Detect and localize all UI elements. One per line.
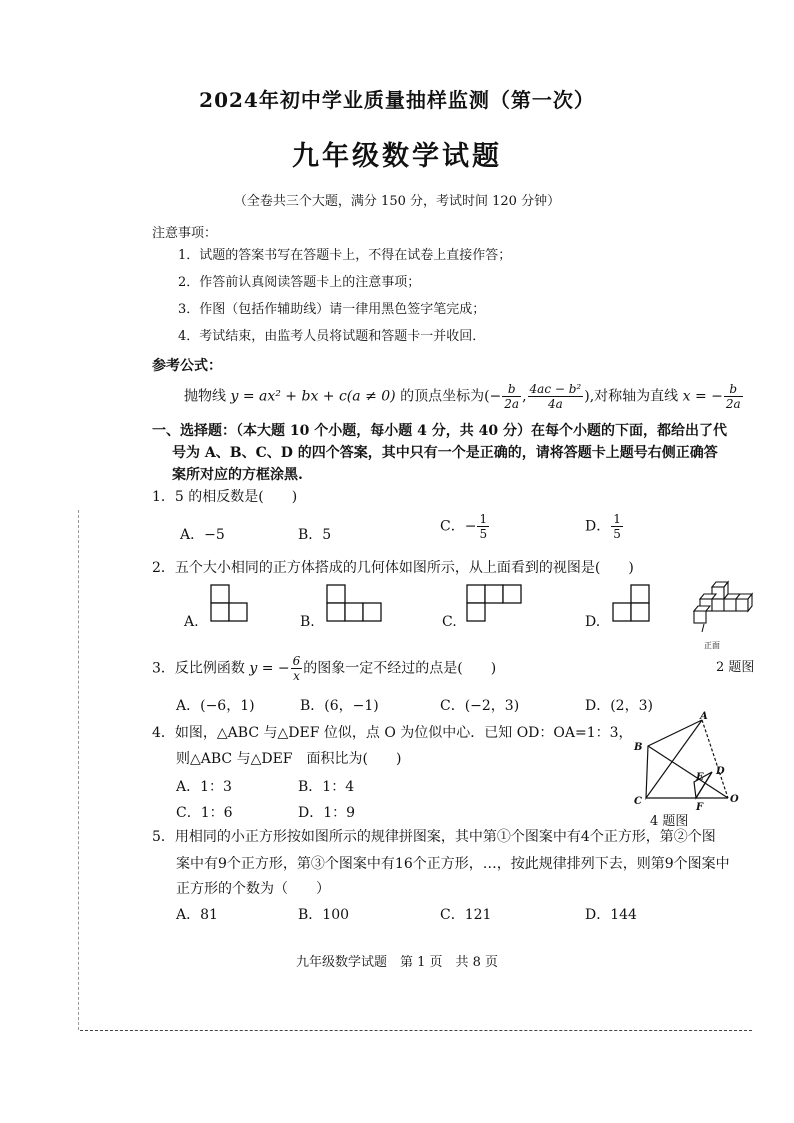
vertex-y-fraction: $\frac{\text{4ac − b²}}{4a}$ <box>529 382 582 411</box>
q4-option-b: B．1：4 <box>298 779 355 795</box>
q2-option-a: A. <box>184 614 199 630</box>
q1-option-d: D． $\frac{1}{5}$ <box>585 512 621 541</box>
q2-view-d <box>612 584 652 628</box>
q2-option-d: D. <box>585 614 601 630</box>
note-item-1: 1．试题的答案书写在答题卡上，不得在试卷上直接作答； <box>178 248 512 263</box>
q4-label-o: O <box>730 794 739 805</box>
q3-option-c: C．(−2，3) <box>440 698 520 714</box>
q4-label-c: C <box>634 796 642 807</box>
section1-line2: 号为 A、B、C、D 的四个答案，其中只有一个是正确的，请将答题卡上题号右侧正确答 <box>172 445 718 461</box>
q4-option-d: D．1：9 <box>298 805 356 821</box>
parabola-expression: y = ax² + bx + c(a ≠ 0) <box>230 388 396 405</box>
axis-fraction: $\frac{b}{2a}$ <box>725 382 741 411</box>
exam-title: 2024年初中学业质量抽样监测（第一次） <box>199 88 595 112</box>
q1-stem: 1．5 的相反数是( ) <box>152 489 298 505</box>
vertex-text: 的顶点坐标为 <box>400 388 485 405</box>
q3-option-b: B．(6，−1) <box>300 698 379 714</box>
section1-line1: 一、选择题：（本大题 10 个小题，每小题 4 分，共 40 分）在每个小题的下面，都给出了代 <box>152 423 727 439</box>
q1-option-c: C．− $\frac{1}{5}$ <box>440 512 488 541</box>
q4-label-b: B <box>634 742 643 753</box>
q5-option-a: A．81 <box>176 907 218 923</box>
q4-caption: 4 题图 <box>650 814 689 829</box>
q4-label-a: A <box>700 711 708 722</box>
note-item-4: 4．考试结束，由监考人员将试题和答题卡一并收回． <box>178 329 486 344</box>
axis-text: ,对称轴为直线 <box>589 388 679 405</box>
q5-option-b: B．100 <box>298 907 350 923</box>
q5-line2: 案中有9个正方形，第③个图案中有16个正方形，…，按此规律排列下去，则第9个图案中 <box>176 856 730 872</box>
axis-lhs: x = − <box>682 388 723 405</box>
page-bottom-border <box>80 1030 752 1031</box>
exam-info: （全卷共三个大题，满分 150 分，考试时间 120 分钟） <box>233 194 561 209</box>
q4-option-c: C．1：6 <box>176 805 233 821</box>
q4-label-d: D <box>716 766 725 777</box>
notes-heading: 注意事项： <box>152 226 218 241</box>
q4-figure <box>630 712 740 812</box>
q4-label-f: F <box>696 802 704 813</box>
q2-front-label: 正面 <box>704 641 720 650</box>
q1-c-fraction: $\frac{1}{5}$ <box>479 512 488 541</box>
q5-option-c: C．121 <box>440 907 492 923</box>
q2-view-c <box>466 584 526 628</box>
note-item-2: 2．作答前认真阅读答题卡上的注意事项； <box>178 275 421 290</box>
q2-option-b: B. <box>300 614 315 630</box>
q2-view-b <box>326 584 386 628</box>
q5-option-d: D．144 <box>585 907 637 923</box>
q4-label-e: E <box>696 772 704 783</box>
formula-prefix: 抛物线 <box>184 388 226 405</box>
note-item-3: 3．作图（包括作辅助线）请一律用黑色签字笔完成； <box>178 302 486 317</box>
q2-caption: 2 题图 <box>716 660 755 675</box>
q2-view-a <box>210 584 250 628</box>
q5-line1: 5．用相同的小正方形按如图所示的规律拼图案，其中第①个图案中有4个正方形，第②个图 <box>152 829 716 845</box>
q3-func-fraction: $\frac{6}{x}$ <box>292 654 301 683</box>
left-margin-line <box>78 510 79 1030</box>
q4-line1: 4．如图，△ABC 与△DEF 位似，点 O 为位似中心．已知 OD：OA=1：3， <box>152 725 633 741</box>
q4-option-a: A．1：3 <box>176 779 232 795</box>
q1-option-b: B．5 <box>298 527 332 543</box>
q1-option-a: A．−5 <box>180 527 225 543</box>
q5-line3: 正方形的个数为（ ） <box>176 881 330 897</box>
section1-line3: 案所对应的方框涂黑. <box>172 467 303 483</box>
q3-option-d: D．(2，3) <box>585 698 653 714</box>
q2-cube-figure <box>692 578 762 634</box>
formula-heading: 参考公式： <box>152 358 222 374</box>
q2-option-c: C. <box>442 614 457 630</box>
page-footer: 九年级数学试题 第 1 页 共 8 页 <box>295 955 499 970</box>
q1-d-fraction: $\frac{1}{5}$ <box>613 512 621 541</box>
vertex-x-fraction: $\frac{b}{2a}$ <box>504 382 520 411</box>
exam-subject-title: 九年级数学试题 <box>292 141 502 172</box>
formula-line: 抛物线 y = ax² + bx + c(a ≠ 0) 的顶点坐标为(− $\frac{b}{2a}$ , $\frac{\text{4ac − b²}}{4a}$ ),对称轴为直线 x = − $\frac{b}{2a}$ <box>184 382 741 411</box>
q4-line2: 则△ABC 与△DEF 面积比为( ) <box>176 751 402 767</box>
q3-option-a: A．(−6，1) <box>176 698 255 714</box>
q2-stem: 2．五个大小相同的正方体搭成的几何体如图所示，从上面看到的视图是( ) <box>152 560 634 576</box>
q3-stem: 3．反比例函数 y = − $\frac{6}{x}$ 的图象一定不经过的点是( ) <box>152 654 497 683</box>
